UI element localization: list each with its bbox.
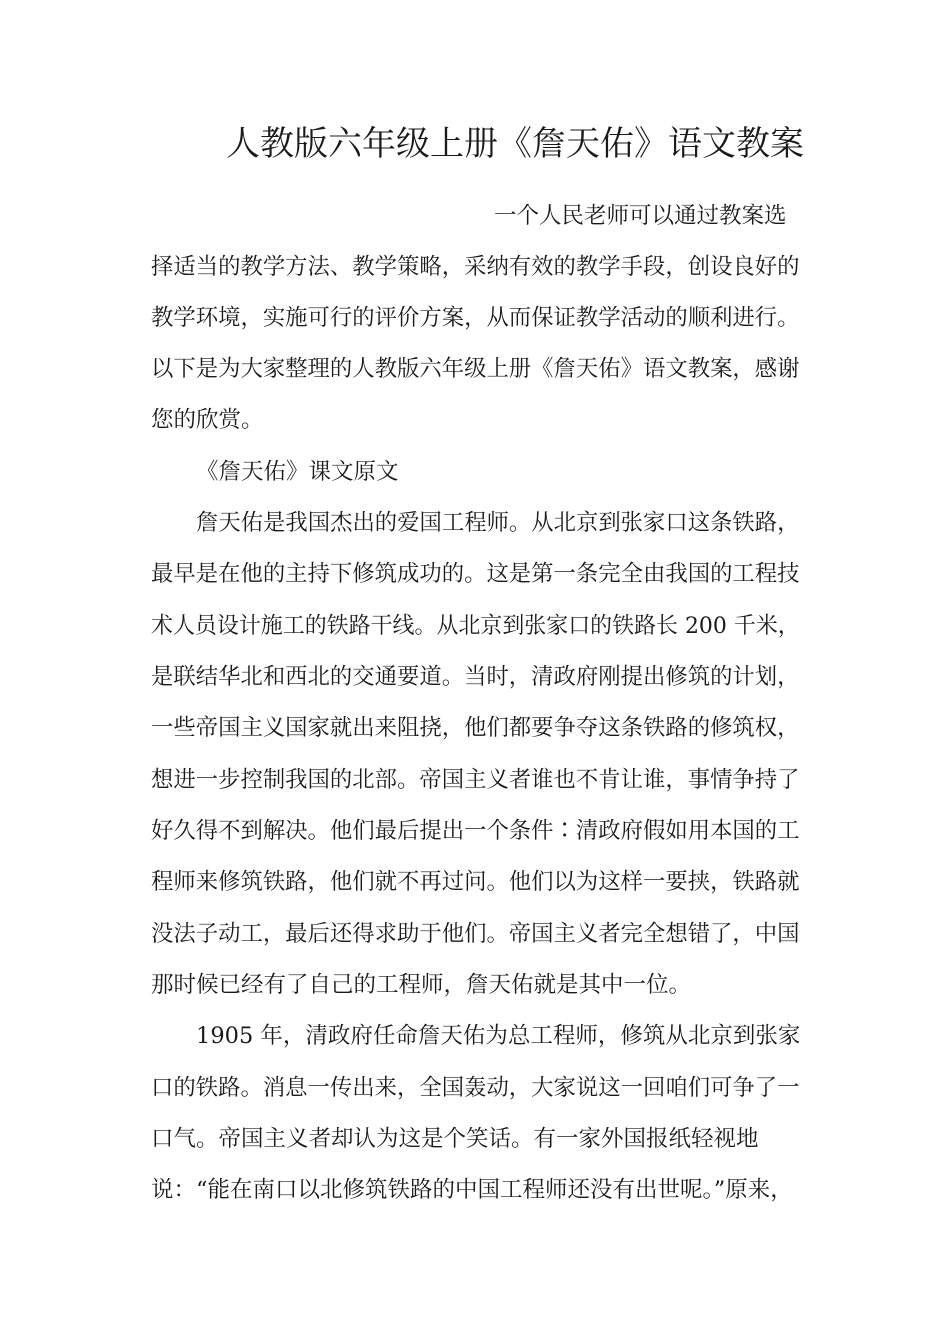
paragraph-line: 术人员设计施工的铁路干线。从北京到张家口的铁路长 200 千米， [151,613,800,639]
section-heading: 《詹天佑》课文原文 [196,459,399,485]
paragraph-line: 程师来修筑铁路，他们就不再过问。他们以为这样一要挟，铁路就 [151,869,800,895]
document-title: 人教版六年级上册《詹天佑》语文教案 [226,124,804,164]
paragraph-line: 詹天佑是我国杰出的爱国工程师。从北京到张家口这条铁路， [196,510,800,536]
paragraph-line: 是联结华北和西北的交通要道。当时，清政府刚提出修筑的计划， [151,664,800,690]
paragraph-line: 说：“能在南口以北修筑铁路的中国工程师还没有出世呢。”原来， [151,1177,793,1203]
paragraph-line: 口的铁路。消息一传出来，全国轰动，大家说这一回咱们可争了一 [151,1075,800,1101]
intro-line: 您的欣赏。 [151,407,264,433]
paragraph-line: 口气。帝国主义者却认为这是个笑话。有一家外国报纸轻视地 [151,1126,759,1152]
intro-line: 一个人民老师可以通过教案选 [494,203,787,229]
intro-line: 择适当的教学方法、教学策略，采纳有效的教学手段，创设良好的 [151,254,800,280]
paragraph-line: 想进一步控制我国的北部。帝国主义者谁也不肯让谁，事情争持了 [151,767,800,793]
paragraph-line: 没法子动工，最后还得求助于他们。帝国主义者完全想错了，中国 [151,921,800,947]
paragraph-line: 最早是在他的主持下修筑成功的。这是第一条完全由我国的工程技 [151,561,800,587]
intro-line: 教学环境，实施可行的评价方案，从而保证教学活动的顺利进行。 [151,305,800,331]
paragraph-line: 1905 年，清政府任命詹天佑为总工程师，修筑从北京到张家 [196,1023,801,1049]
paragraph-line: 好久得不到解决。他们最后提出一个条件∶清政府假如用本国的工 [151,818,800,844]
paragraph-line: 那时候已经有了自己的工程师，詹天佑就是其中一位。 [151,972,692,998]
paragraph-line: 一些帝国主义国家就出来阻挠，他们都要争夺这条铁路的修筑权， [151,715,800,741]
intro-line: 以下是为大家整理的人教版六年级上册《詹天佑》语文教案，感谢 [151,356,800,382]
